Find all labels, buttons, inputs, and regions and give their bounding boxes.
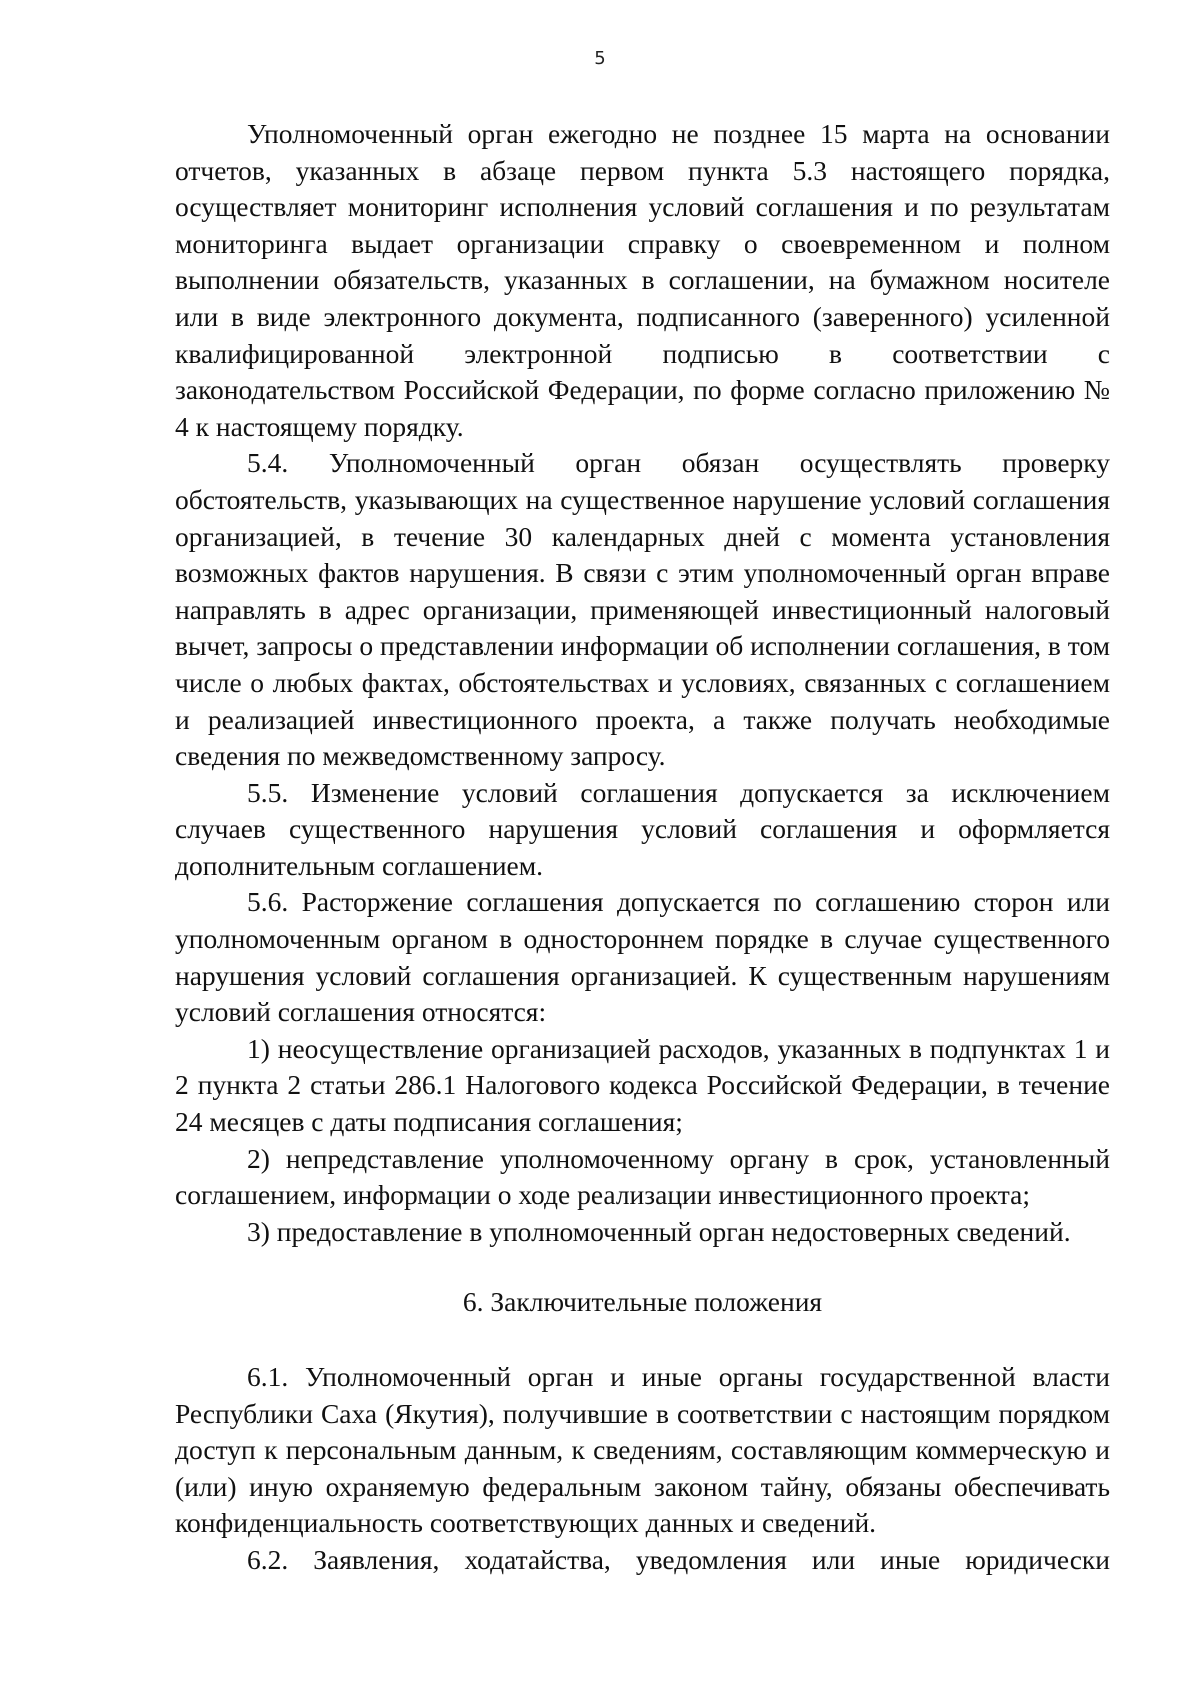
page-number: 5 [594, 48, 606, 69]
paragraph-monitoring: Уполномоченный орган ежегодно не позднее 15 марта на основании отчетов, указанных в абзаце первом пункта 5.3 настоящего порядка, осуществляет мониторинг исполнения условий соглашения и по результатам мониторинга выдает организации справку о своевременном и полном выполнении обязательств, указанных в соглашении, на бумажном носителе или в виде электронного документа, подписанного (заверенного) усиленной квалифицированной электронной подписью в соответствии с законодательством Российской Федерации, по форме согласно приложению № 4 к настоящему порядку. [175, 118, 1110, 442]
list-item-3: 3) предоставление в уполномоченный орган недостоверных сведений. [247, 1215, 1071, 1247]
paragraph-5-5: 5.5. Изменение условий соглашения допускается за исключением случаев существенного нарушения условий соглашения и оформляется дополнительным соглашением. [175, 776, 1110, 881]
paragraph-6-2: 6.2. Заявления, ходатайства, уведомления или иные юридически [247, 1543, 1110, 1575]
paragraph-6-1: 6.1. Уполномоченный орган и иные органы государственной власти Республики Саха (Якутия), получившие в соответствии с настоящим порядком доступ к персональным данным, к сведениям, составляющим коммерческую и (или) иную охраняемую федеральным законом тайну, обязаны обеспечивать конфиденциальность соответствующих данных и сведений. [175, 1361, 1110, 1539]
list-item-2: 2) непредставление уполномоченному органу в срок, установленный соглашением, информации о ходе реализации инвестиционного проекта; [175, 1142, 1110, 1211]
document-body [175, 116, 1110, 1579]
section-heading: 6. Заключительные положения [462, 1286, 823, 1318]
paragraph-5-6: 5.6. Расторжение соглашения допускается по соглашению сторон или уполномоченным органом в одностороннем порядке в случае существенного нарушения условий соглашения организацией. К существенным нарушениям условий соглашения относятся: [175, 886, 1110, 1028]
paragraph-5-4: 5.4. Уполномоченный орган обязан осуществлять проверку обстоятельств, указывающих на существенное нарушение условий соглашения организацией, в течение 30 календарных дней с момента установления возможных фактов нарушения. В связи с этим уполномоченный орган вправе направлять в адрес организации, применяющей инвестиционный налоговый вычет, запросы о представлении информации об исполнении соглашения, в том числе о любых фактах, обстоятельствах и условиях, связанных с соглашением и реализацией инвестиционного проекта, а также получать необходимые сведения по межведомственному запросу. [175, 447, 1110, 772]
list-item-1: 1) неосуществление организацией расходов, указанных в подпунктах 1 и 2 пункта 2 статьи 286.1 Налогового кодекса Российской Федерации, в течение 24 месяцев с даты подписания соглашения; [175, 1032, 1110, 1138]
